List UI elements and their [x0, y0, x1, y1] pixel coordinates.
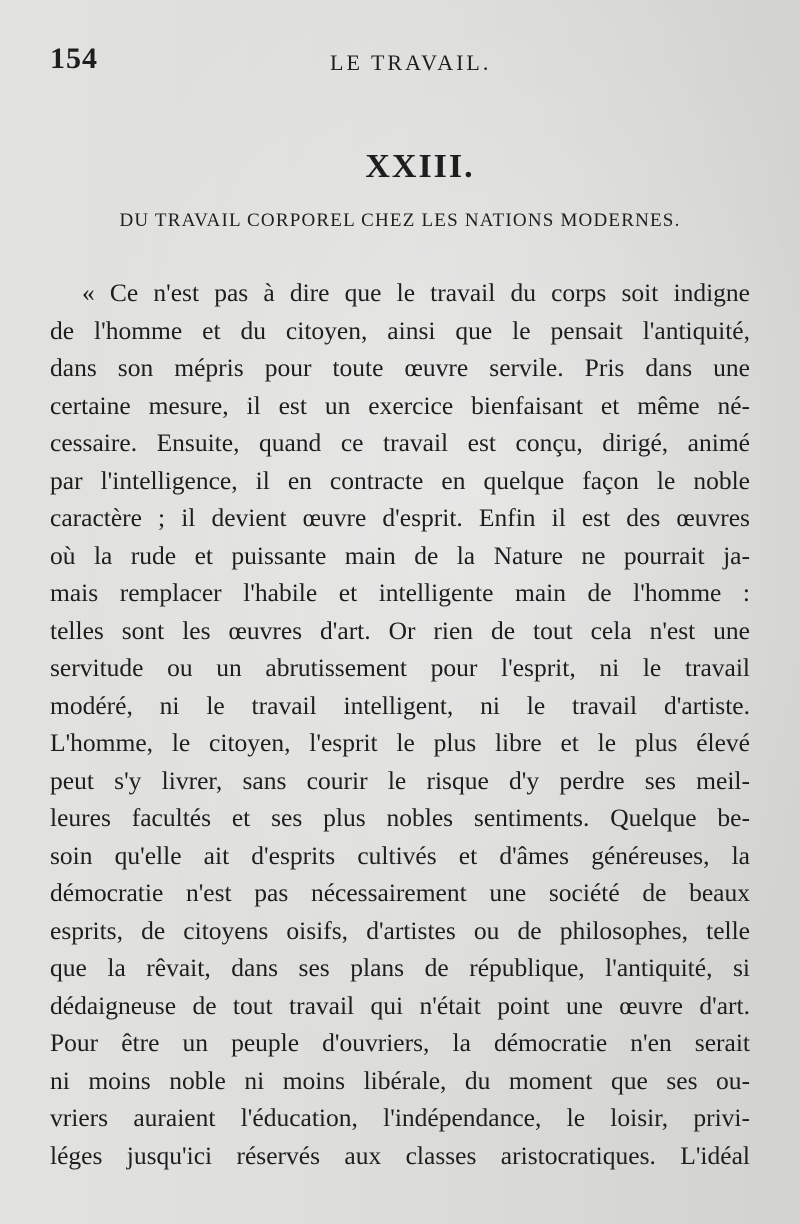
text-line: telles sont les œuvres d'art. Or rien de tout cela n'est une — [50, 615, 750, 645]
text-line: certaine mesure, il est un exercice bienfaisant et même né- — [50, 390, 750, 420]
running-head: LE TRAVAIL. — [330, 50, 492, 75]
text-line: ni moins noble ni moins libérale, du moment que ses ou- — [50, 1065, 750, 1095]
page-number: 154 — [50, 42, 98, 75]
text-line: caractère ; il devient œuvre d'esprit. Enfin il est des œuvres — [50, 503, 750, 532]
text-line: Pour être un peuple d'ouvriers, la démocratie n'en serait — [50, 1028, 750, 1057]
text-line: peut s'y livrer, sans courir le risque d'y perdre ses meil- — [50, 765, 750, 795]
text-line: démocratie n'est pas nécessairement une société de beaux — [50, 878, 750, 907]
page-header — [50, 42, 750, 82]
text-line: L'homme, le citoyen, l'esprit le plus libre et le plus élevé — [50, 728, 750, 757]
text-line: dans son mépris pour toute œuvre servile. Pris dans une — [50, 353, 750, 382]
text-line: leures facultés et ses plus nobles sentiments. Quelque be- — [50, 803, 750, 832]
text-line: où la rude et puissante main de la Nature ne pourrait ja- — [50, 540, 750, 570]
text-line: modéré, ni le travail intelligent, ni le travail d'artiste. — [50, 690, 750, 720]
text-line: mais remplacer l'habile et intelligente main de l'homme : — [50, 578, 750, 607]
chapter-title: DU TRAVAIL CORPOREL CHEZ LES NATIONS MODERNES. — [119, 210, 681, 231]
text-line: par l'intelligence, il en contracte en quelque façon le noble — [50, 465, 750, 495]
text-line: servitude ou un abrutissement pour l'esprit, ni le travail — [50, 653, 750, 682]
text-line: léges jusqu'ici réservés aux classes aristocratiques. L'idéal — [50, 1140, 750, 1170]
text-line: « Ce n'est pas à dire que le travail du corps soit indigne — [82, 278, 750, 307]
body-text — [50, 274, 750, 1174]
text-line: vriers auraient l'éducation, l'indépendance, le loisir, privi- — [50, 1103, 750, 1132]
text-line: que la rêvait, dans ses plans de république, l'antiquité, si — [50, 953, 750, 982]
text-line: de l'homme et du citoyen, ainsi que le pensait l'antiquité, — [50, 315, 750, 345]
text-line: soin qu'elle ait d'esprits cultivés et d'âmes généreuses, la — [50, 840, 750, 870]
text-line: cessaire. Ensuite, quand ce travail est conçu, dirigé, animé — [50, 428, 750, 457]
text-line: esprits, de citoyens oisifs, d'artistes ou de philosophes, telle — [50, 915, 750, 945]
text-line: dédaigneuse de tout travail qui n'était point une œuvre d'art. — [50, 990, 750, 1020]
chapter-number: XXIII. — [365, 148, 475, 185]
